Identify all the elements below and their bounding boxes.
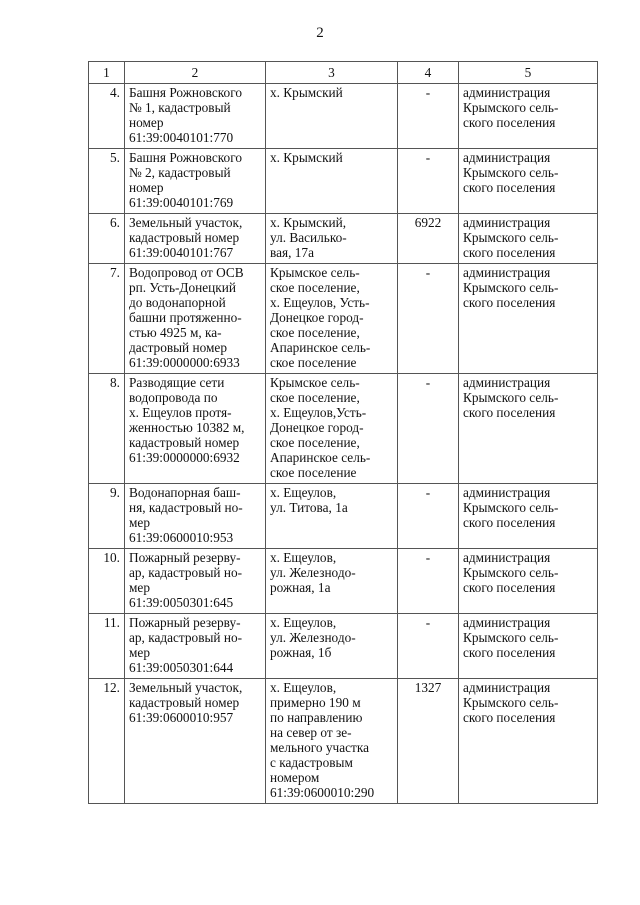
object-name-cell — [125, 484, 266, 549]
object-name-cell — [125, 374, 266, 484]
address-line: с кадастровым — [270, 755, 353, 770]
holder-line: ского поселения — [463, 405, 556, 420]
property-table — [88, 61, 598, 804]
name-line: 61:39:0600010:953 — [129, 530, 234, 545]
column-header: 4 — [398, 62, 459, 84]
address-line: вая, 17а — [270, 245, 314, 260]
name-line: Водопровод от ОСВ — [129, 265, 244, 280]
address-line: примерно 190 м — [270, 695, 361, 710]
holder-line: администрация — [463, 150, 551, 165]
holder-cell — [459, 484, 598, 549]
address-line: номером — [270, 770, 320, 785]
name-line: Пожарный резерву- — [129, 615, 241, 630]
name-line: 61:39:0040101:770 — [129, 130, 234, 145]
area-cell: - — [398, 484, 459, 549]
holder-line: администрация — [463, 680, 551, 695]
name-line: 61:39:0000000:6933 — [129, 355, 240, 370]
address-line: ское поселение — [270, 355, 357, 370]
name-line: Земельный участок, — [129, 215, 243, 230]
address-line: х. Ещеулов,Усть- — [270, 405, 367, 420]
holder-line: ского поселения — [463, 515, 556, 530]
address-line: ское поселение, — [270, 435, 360, 450]
holder-line: Крымского сель- — [463, 565, 559, 580]
name-line: номер — [129, 180, 164, 195]
name-line: Разводящие сети — [129, 375, 225, 390]
holder-line: Крымского сель- — [463, 230, 559, 245]
address-line: ское поселение — [270, 465, 357, 480]
address-cell — [266, 374, 398, 484]
area-cell: - — [398, 614, 459, 679]
address-line: ское поселение, — [270, 325, 360, 340]
page-number: 2 — [316, 25, 324, 41]
holder-line: ского поселения — [463, 180, 556, 195]
holder-line: ского поселения — [463, 580, 556, 595]
holder-line: ского поселения — [463, 645, 556, 660]
name-line: номер — [129, 115, 164, 130]
name-line: ар, кадастровый но- — [129, 565, 243, 580]
table-row — [89, 484, 598, 549]
holder-cell — [459, 214, 598, 264]
name-line: рп. Усть-Донецкий — [129, 280, 236, 295]
address-line: рожная, 1б — [270, 645, 332, 660]
address-line: ское поселение, — [270, 390, 360, 405]
row-number: 6. — [89, 214, 125, 264]
area-cell: 6922 — [398, 214, 459, 264]
area-cell: - — [398, 84, 459, 149]
name-line: 61:39:0600010:957 — [129, 710, 234, 725]
holder-line: ского поселения — [463, 245, 556, 260]
address-line: х. Крымский, — [270, 215, 347, 230]
name-line: Земельный участок, — [129, 680, 243, 695]
address-line: рожная, 1а — [270, 580, 331, 595]
object-name-cell — [125, 264, 266, 374]
name-line: до водонапорной — [129, 295, 226, 310]
row-number: 11. — [89, 614, 125, 679]
holder-line: Крымского сель- — [463, 280, 559, 295]
holder-line: Крымского сель- — [463, 695, 559, 710]
name-line: башни протяженно- — [129, 310, 242, 325]
column-header: 5 — [459, 62, 598, 84]
name-line: № 1, кадастровый — [129, 100, 231, 115]
holder-line: ского поселения — [463, 710, 556, 725]
column-header: 2 — [125, 62, 266, 84]
address-line: Донецкое город- — [270, 310, 364, 325]
holder-line: администрация — [463, 85, 551, 100]
name-line: ар, кадастровый но- — [129, 630, 243, 645]
address-cell — [266, 484, 398, 549]
holder-cell — [459, 264, 598, 374]
column-header: 1 — [89, 62, 125, 84]
holder-line: администрация — [463, 215, 551, 230]
address-cell — [266, 214, 398, 264]
name-line: Башня Рожновского — [129, 85, 242, 100]
name-line: № 2, кадастровый — [129, 165, 231, 180]
address-cell — [266, 679, 398, 804]
row-number: 12. — [89, 679, 125, 804]
address-line: 61:39:0600010:290 — [270, 785, 375, 800]
object-name-cell — [125, 549, 266, 614]
table-row — [89, 84, 598, 149]
name-line: кадастровый номер — [129, 435, 240, 450]
name-line: мер — [129, 645, 150, 660]
table-row — [89, 149, 598, 214]
holder-line: Крымского сель- — [463, 500, 559, 515]
name-line: Башня Рожновского — [129, 150, 242, 165]
address-line: х. Ещеулов, Усть- — [270, 295, 370, 310]
holder-cell — [459, 84, 598, 149]
object-name-cell — [125, 214, 266, 264]
area-cell: - — [398, 374, 459, 484]
area-cell: 1327 — [398, 679, 459, 804]
address-line: Крымское сель- — [270, 265, 360, 280]
row-number: 9. — [89, 484, 125, 549]
holder-line: Крымского сель- — [463, 630, 559, 645]
address-line: х. Ещеулов, — [270, 485, 337, 500]
name-line: кадастровый номер — [129, 230, 240, 245]
holder-line: администрация — [463, 265, 551, 280]
name-line: мер — [129, 580, 150, 595]
name-line: Пожарный резерву- — [129, 550, 241, 565]
object-name-cell — [125, 149, 266, 214]
name-line: дастровый номер — [129, 340, 227, 355]
area-cell: - — [398, 149, 459, 214]
table-row — [89, 264, 598, 374]
holder-line: Крымского сель- — [463, 390, 559, 405]
row-number: 4. — [89, 84, 125, 149]
address-line: ул. Василько- — [270, 230, 347, 245]
address-line: ул. Титова, 1а — [270, 500, 348, 515]
holder-line: администрация — [463, 485, 551, 500]
address-cell — [266, 549, 398, 614]
holder-cell — [459, 679, 598, 804]
address-line: х. Ещеулов, — [270, 615, 337, 630]
address-cell — [266, 84, 398, 149]
name-line: 61:39:0050301:645 — [129, 595, 234, 610]
name-line: водопровода по — [129, 390, 218, 405]
holder-line: Крымского сель- — [463, 100, 559, 115]
row-number: 7. — [89, 264, 125, 374]
address-line: Крымское сель- — [270, 375, 360, 390]
name-line: Водонапорная баш- — [129, 485, 241, 500]
table-body — [89, 84, 598, 804]
holder-line: администрация — [463, 550, 551, 565]
address-line: х. Ещеулов, — [270, 550, 337, 565]
holder-line: ского поселения — [463, 115, 556, 130]
name-line: 61:39:0040101:767 — [129, 245, 234, 260]
address-line: х. Крымский — [270, 150, 343, 165]
object-name-cell — [125, 84, 266, 149]
holder-cell — [459, 549, 598, 614]
name-line: женностью 10382 м, — [129, 420, 245, 435]
name-line: 61:39:0050301:644 — [129, 660, 234, 675]
holder-cell — [459, 614, 598, 679]
column-header: 3 — [266, 62, 398, 84]
object-name-cell — [125, 679, 266, 804]
area-cell: - — [398, 264, 459, 374]
address-line: мельного участка — [270, 740, 369, 755]
table-row — [89, 214, 598, 264]
address-line: Донецкое город- — [270, 420, 364, 435]
name-line: стью 4925 м, ка- — [129, 325, 222, 340]
table-header-row — [89, 62, 598, 84]
holder-cell — [459, 149, 598, 214]
row-number: 10. — [89, 549, 125, 614]
address-cell — [266, 149, 398, 214]
holder-line: Крымского сель- — [463, 165, 559, 180]
name-line: кадастровый номер — [129, 695, 240, 710]
table-row — [89, 374, 598, 484]
address-cell — [266, 264, 398, 374]
address-line: на север от зе- — [270, 725, 352, 740]
address-line: Апаринское сель- — [270, 340, 371, 355]
table-row — [89, 549, 598, 614]
address-line: ское поселение, — [270, 280, 360, 295]
holder-line: администрация — [463, 615, 551, 630]
address-line: ул. Железнодо- — [270, 630, 356, 645]
name-line: х. Ещеулов протя- — [129, 405, 232, 420]
address-line: х. Крымский — [270, 85, 343, 100]
name-line: 61:39:0040101:769 — [129, 195, 234, 210]
name-line: ня, кадастровый но- — [129, 500, 243, 515]
address-cell — [266, 614, 398, 679]
name-line: мер — [129, 515, 150, 530]
row-number: 5. — [89, 149, 125, 214]
address-line: х. Ещеулов, — [270, 680, 337, 695]
holder-line: администрация — [463, 375, 551, 390]
row-number: 8. — [89, 374, 125, 484]
holder-cell — [459, 374, 598, 484]
address-line: ул. Железнодо- — [270, 565, 356, 580]
table-row — [89, 679, 598, 804]
name-line: 61:39:0000000:6932 — [129, 450, 240, 465]
address-line: по направлению — [270, 710, 363, 725]
area-cell: - — [398, 549, 459, 614]
holder-line: ского поселения — [463, 295, 556, 310]
object-name-cell — [125, 614, 266, 679]
address-line: Апаринское сель- — [270, 450, 371, 465]
table-row — [89, 614, 598, 679]
